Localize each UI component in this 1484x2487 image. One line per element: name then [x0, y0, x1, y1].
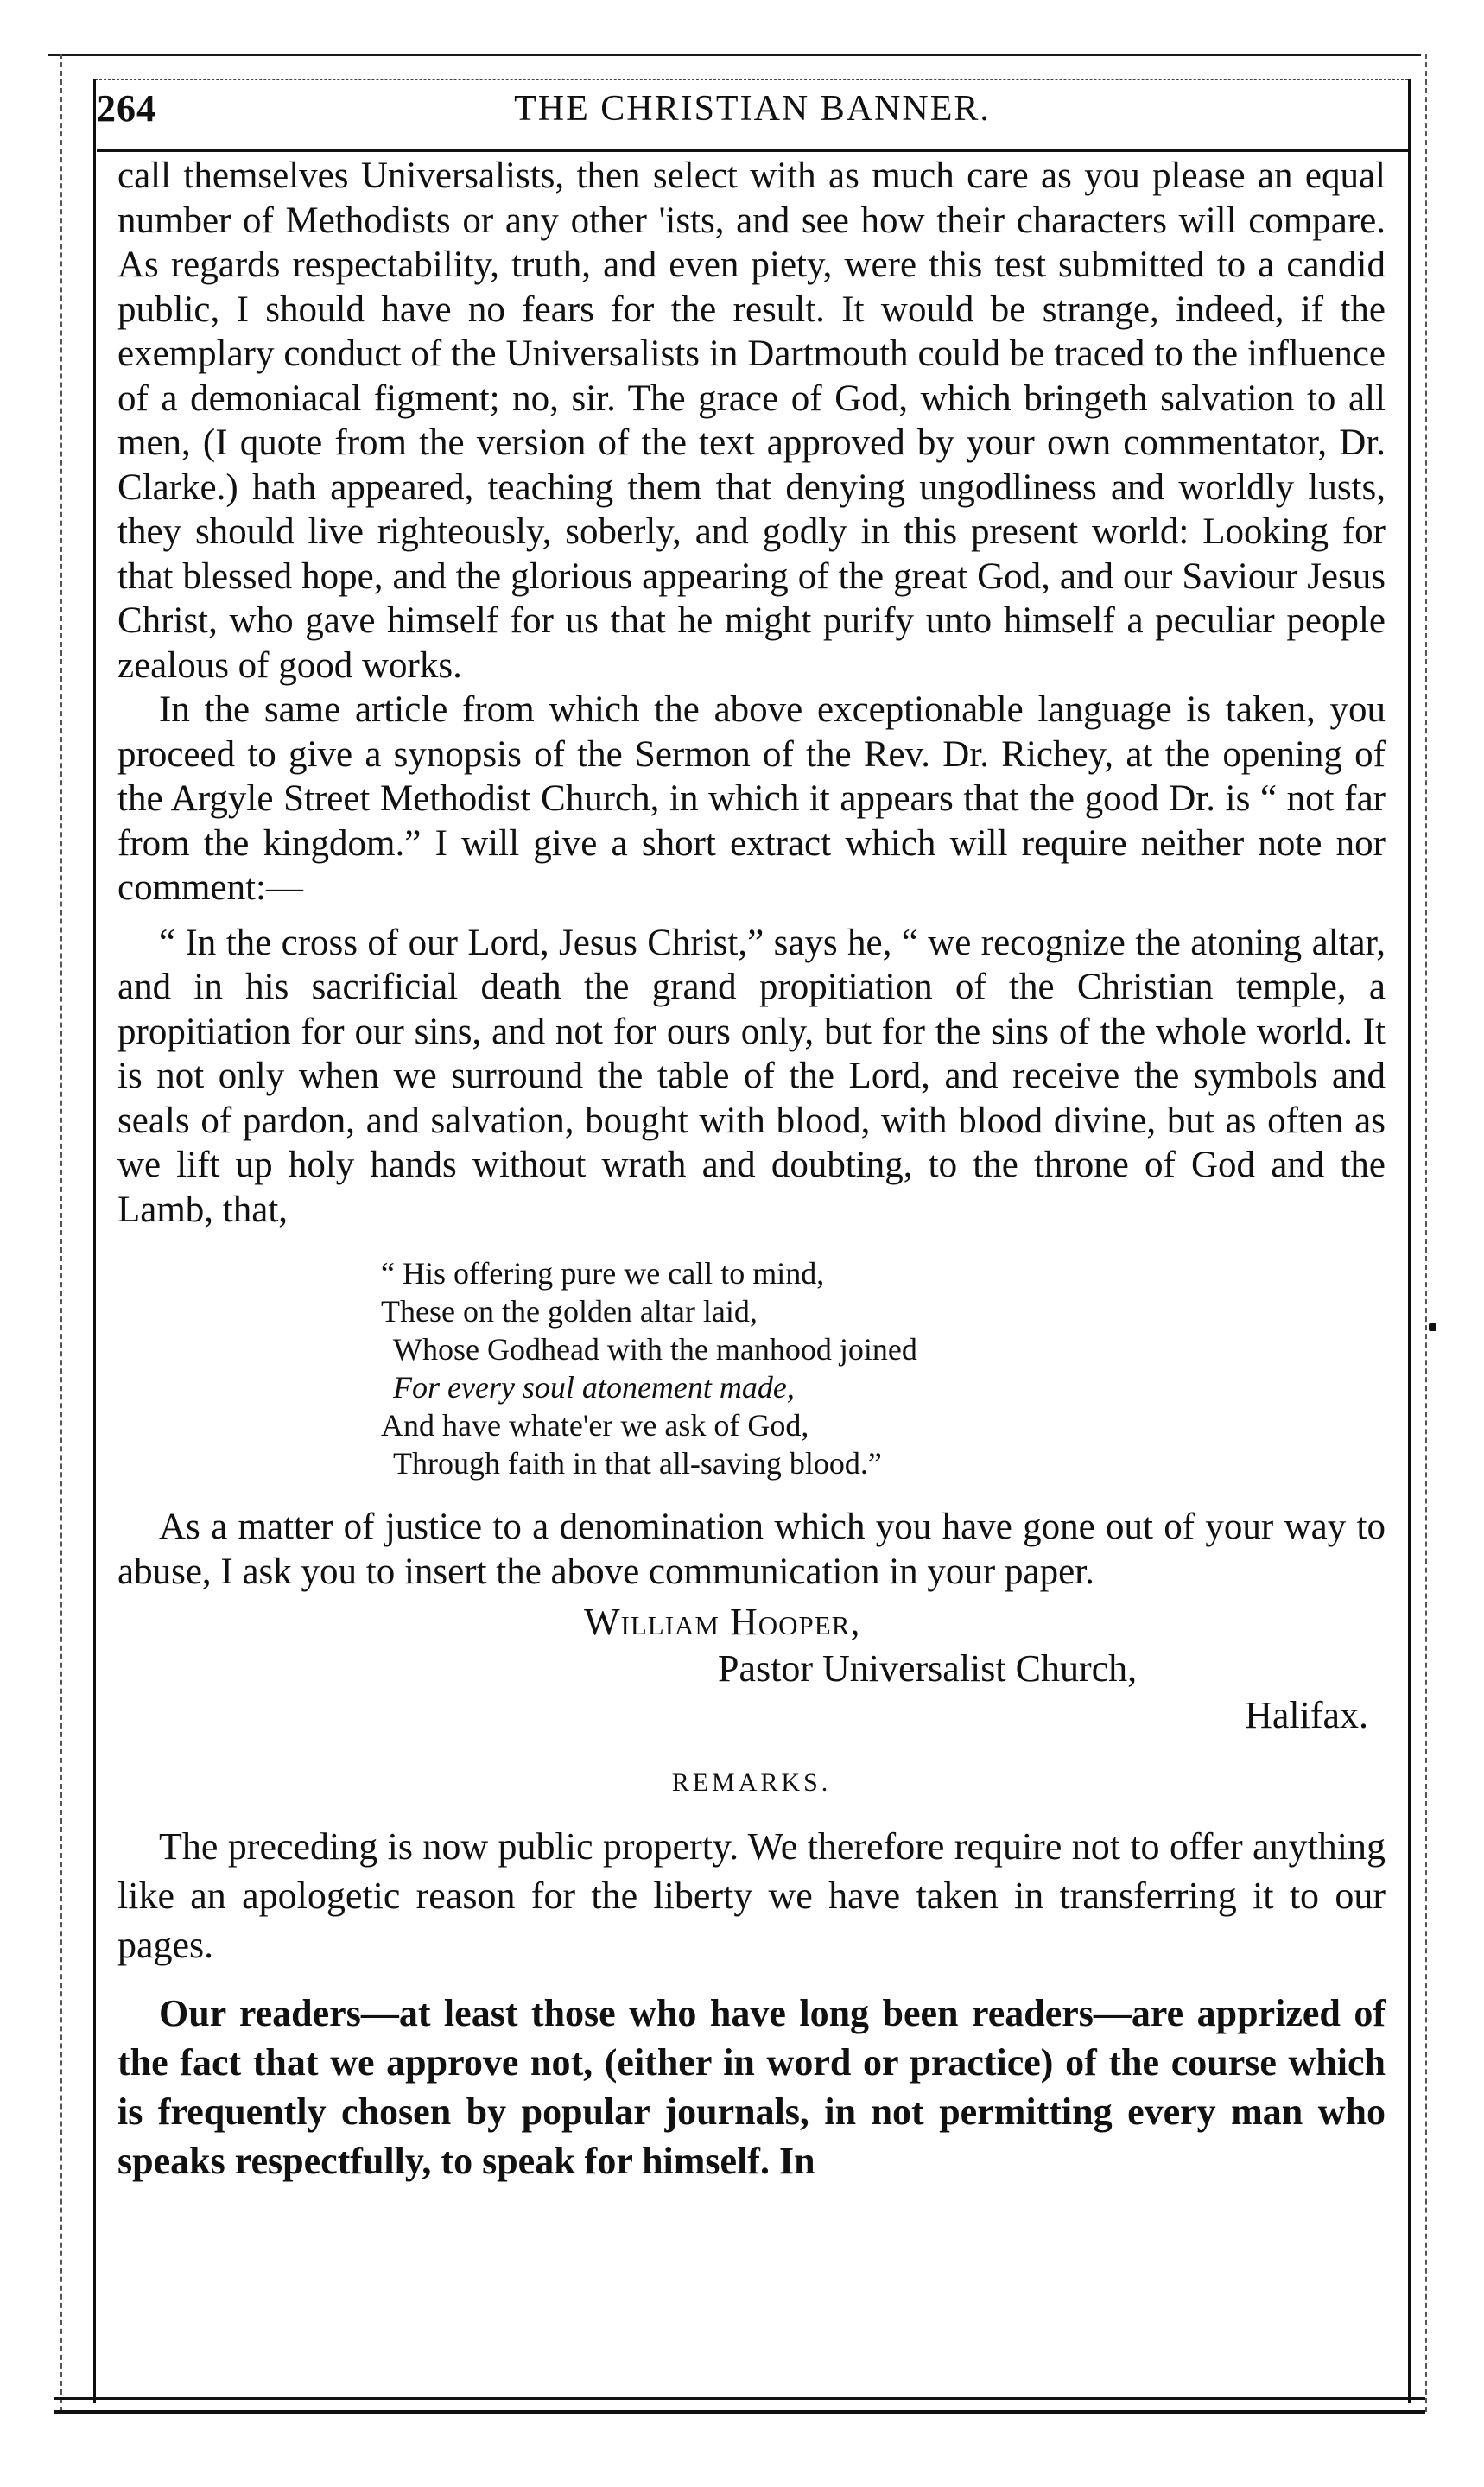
- remarks-heading: REMARKS.: [671, 1768, 832, 1797]
- sermon-quote: “ In the cross of our Lord, Jesus Christ,” says he, “ we recognize the atoning altar, and in his sacrificial death the grand propitiation of the Christian temple, a propitiation for our sins, and not for ours only, but for the sins of the whole world. It is not only when we surround the table of the Lord, and receive the symbols and seals of pardon, and salvation, bought with blood, with blood divine, but as often as we lift up holy hands without wrath and doubting, to the throne of God and the Lamb, that,: [117, 922, 1386, 1230]
- border-bottom-thick: [54, 2410, 1425, 2414]
- hymn-verse: [381, 1254, 1386, 1482]
- border-right-inner: [1408, 79, 1411, 2403]
- border-left-inner: [93, 79, 96, 2403]
- hymn-line: Whose Godhead with the manhood joined: [393, 1332, 917, 1367]
- hymn-line: And have whate'er we ask of God,: [381, 1408, 809, 1443]
- running-title: THE CHRISTIAN BANNER.: [514, 89, 991, 129]
- hymn-line: Through faith in that all-saving blood.”: [393, 1446, 882, 1481]
- letter-paragraph-2: In the same article from which the above exceptionable language is taken, you proceed to give a synopsis of the Sermon of the Rev. Dr. Richey, at the opening of the Argyle Street Methodist Church, in which it appears that the good Dr. is “ not far from the kingdom.” I will give a short extract which will require neither note nor comment:—: [117, 689, 1386, 908]
- hymn-line: These on the golden altar laid,: [381, 1294, 758, 1329]
- hymn-line: For every soul atonement made,: [393, 1370, 795, 1405]
- hymn-line: “ His offering pure we call to mind,: [381, 1256, 825, 1291]
- signature-place: Halifax.: [1245, 1694, 1368, 1736]
- page-body: [117, 154, 1386, 2205]
- signature-block: [117, 1599, 1386, 1739]
- remarks-paragraph-1: The preceding is now public property. We therefore require not to offer anything like an apologetic reason for the liberty we have taken in transferring it to our pages.: [117, 1825, 1386, 1966]
- page-number: 264: [97, 87, 156, 130]
- signature-title: Pastor Universalist Church,: [718, 1647, 1138, 1690]
- signature-name: William Hooper,: [584, 1601, 861, 1643]
- letter-closing: As a matter of justice to a denomination which you have gone out of your way to abuse, I ask you to insert the above communication in your paper.: [117, 1507, 1386, 1592]
- remarks-paragraph-2: Our readers—at least those who have long been readers—are apprized of the fact that we approve not, (either in word or practice) of the course which is frequently chosen by popular journals, in not permitting every man who speaks respectfully, to speak for himself. In: [117, 1992, 1386, 2182]
- border-right-outer: [1425, 54, 1427, 2412]
- border-bottom-thin: [54, 2397, 1425, 2400]
- page-header: [97, 79, 1408, 147]
- letter-paragraph-1: call themselves Universalists, then select with as much care as you please an equal number of Methodists or any other 'ists, and see how their characters will compare. As regards respectability, truth, and even piety, were this test submitted to a candid public, I should have no fears for the result. It would be strange, indeed, if the exemplary conduct of the Universalists in Dartmouth could be traced to the influence of a demoniacal figment; no, sir. The grace of God, which bringeth salvation to all men, (I quote from the version of the text approved by your own commentator, Dr. Clarke.) hath appeared, teaching them that denying ungodliness and worldly lusts, they should live righteously, soberly, and godly in this present world: Looking for that blessed hope, and the glorious appearing of the great God, and our Saviour Jesus Christ, who gave himself for us that he might purify unto himself a peculiar people zealous of good works.: [117, 155, 1386, 686]
- margin-ink-dot: [1429, 1323, 1436, 1331]
- header-rule: [97, 149, 1411, 152]
- border-top-outer: [48, 54, 1421, 56]
- border-left-outer: [60, 54, 62, 2412]
